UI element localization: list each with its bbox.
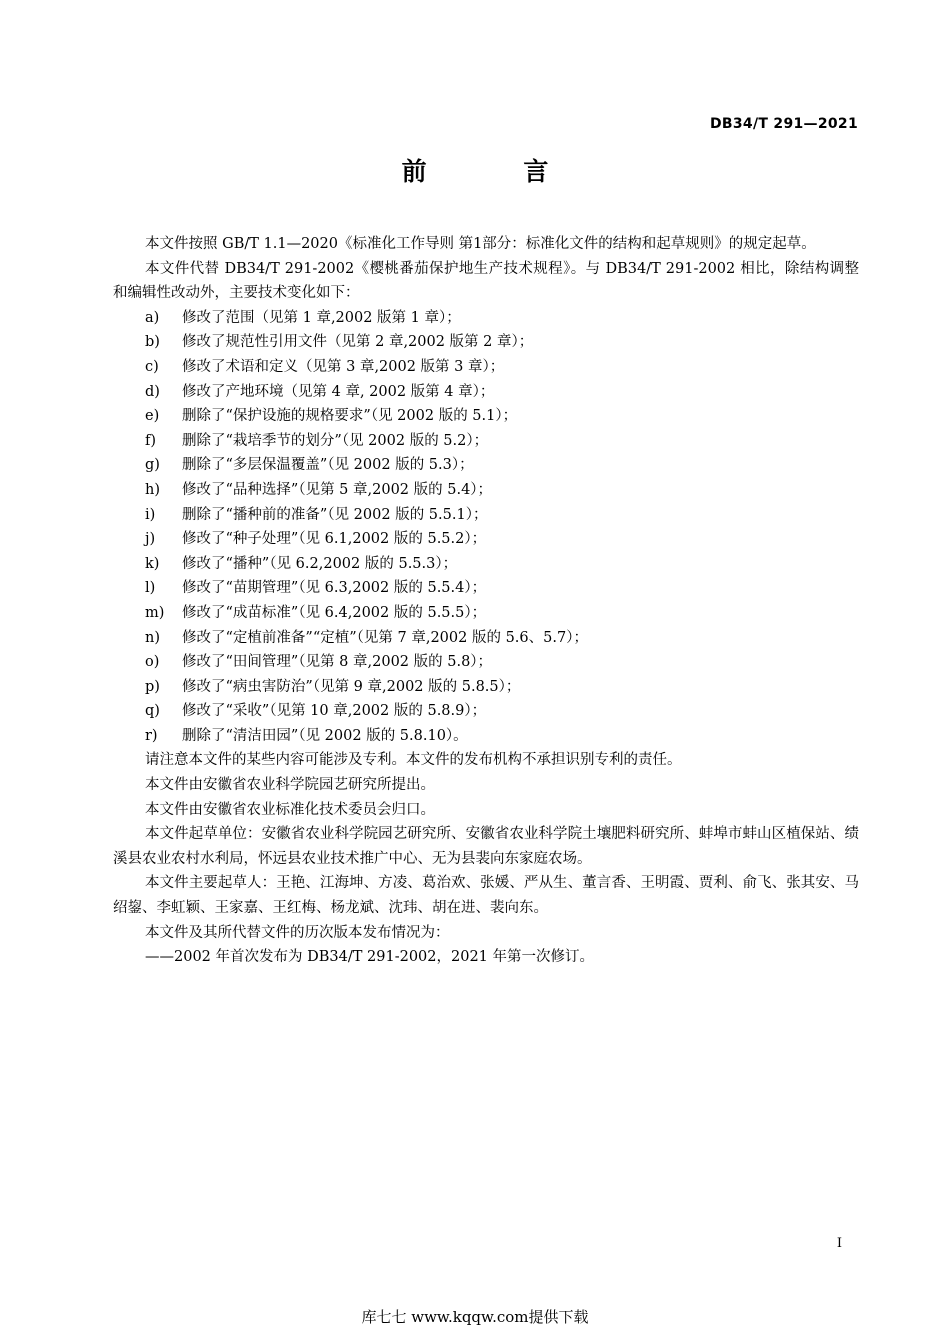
list-item <box>113 503 859 528</box>
list-item <box>113 675 859 700</box>
paragraph: 本文件及其所代替文件的历次版本发布情况为： <box>145 924 450 941</box>
list-item <box>113 650 859 675</box>
list-item-label: i) <box>145 506 156 523</box>
paragraph: 本文件由安徽省农业科学院园艺研究所提出。 <box>145 777 435 794</box>
list-item-text: 修改了“定植前准备”“定植”（见第 7 章,2002 版的 5.6、5.7）； <box>182 629 588 646</box>
list-item-text: 修改了“苗期管理”（见 6.3,2002 版的 5.5.4）； <box>182 580 487 597</box>
list-item-label: b) <box>145 334 160 351</box>
paragraph: 本文件由安徽省农业标准化技术委员会归口。 <box>145 801 435 818</box>
list-item-text: 删除了“清洁田园”（见 2002 版的 5.8.10）。 <box>182 727 468 744</box>
list-item-text: 删除了“栽培季节的划分”（见 2002 版的 5.2）； <box>182 432 489 449</box>
paragraph: ——2002 年首次发布为 DB34/T 291-2002，2021 年第一次修订。 <box>145 949 595 966</box>
download-footer: 库七七 www.kqqw.com提供下载 <box>361 1308 589 1326</box>
list-item-text: 删除了“保护设施的规格要求”（见 2002 版的 5.1）； <box>182 408 518 425</box>
paragraph: 本文件主要起草人：王艳、江海坤、方凌、葛治欢、张媛、严从生、董言香、王明霞、贾利、俞飞、张其安、马绍鋆、李虹颖、王家嘉、王红梅、杨龙斌、沈玮、胡在进、裴向东。 <box>113 875 859 917</box>
list-item-label: e) <box>145 408 160 425</box>
change-list <box>113 306 859 749</box>
list-item-label: k) <box>145 555 160 572</box>
paragraph: 本文件代替 DB34/T 291-2002《樱桃番茄保护地生产技术规程》。与 DB34/T 291-2002 相比，除结构调整和编辑性改动外，主要技术变化如下： <box>113 260 859 302</box>
page-title: 前 言 <box>401 157 593 186</box>
paragraph: 本文件起草单位：安徽省农业科学院园艺研究所、安徽省农业科学院土壤肥料研究所、蚌埠市蚌山区植保站、绩溪县农业农村水利局，怀远县农业技术推广中心、无为县裴向东家庭农场。 <box>113 826 859 867</box>
list-item-text: 修改了“采收”（见第 10 章,2002 版的 5.8.9）； <box>182 703 487 720</box>
list-item-label: h) <box>145 481 160 498</box>
list-item-label: r) <box>145 727 158 744</box>
list-item <box>113 626 859 651</box>
list-item <box>113 453 859 478</box>
list-item <box>113 355 859 380</box>
list-item <box>113 380 859 405</box>
list-item <box>113 404 859 429</box>
list-item <box>113 601 859 626</box>
document-code: DB34/T 291—2021 <box>710 116 858 132</box>
list-item-label: m) <box>145 604 165 621</box>
list-item-text: 修改了“病虫害防治”（见第 9 章,2002 版的 5.8.5）； <box>182 678 521 695</box>
paragraph: 请注意本文件的某些内容可能涉及专利。本文件的发布机构不承担识别专利的责任。 <box>145 752 682 769</box>
list-item-text: 修改了“播种”（见 6.2,2002 版的 5.5.3）； <box>182 555 458 572</box>
list-item-text: 删除了“多层保温覆盖”（见 2002 版的 5.3）； <box>182 457 474 474</box>
list-item <box>113 699 859 724</box>
list-item-label: g) <box>145 457 160 474</box>
list-item-label: c) <box>145 358 159 375</box>
list-item <box>113 330 859 355</box>
list-item-label: p) <box>145 678 160 695</box>
list-item-text: 修改了“田间管理”（见第 8 章,2002 版的 5.8）； <box>182 654 493 671</box>
page-number: I <box>836 1236 842 1251</box>
document-body <box>113 232 859 970</box>
list-item-text: 修改了“成苗标准”（见 6.4,2002 版的 5.5.5）； <box>182 604 487 621</box>
list-item <box>113 306 859 331</box>
list-item-label: l) <box>145 580 156 597</box>
list-item-text: 修改了产地环境（见第 4 章, 2002 版第 4 章）； <box>182 383 495 400</box>
paragraph: 本文件按照 GB/T 1.1—2020《标准化工作导则 第1部分：标准化文件的结构和起草规则》的规定起草。 <box>145 236 816 252</box>
list-item-text: 修改了术语和定义（见第 3 章,2002 版第 3 章）； <box>182 358 505 375</box>
list-item-label: j) <box>145 531 156 548</box>
list-item-text: 修改了范围（见第 1 章,2002 版第 1 章）； <box>182 309 461 326</box>
list-item <box>113 429 859 454</box>
list-item <box>113 724 859 749</box>
list-item <box>113 527 859 552</box>
list-item-text: 修改了规范性引用文件（见第 2 章,2002 版第 2 章）； <box>182 334 534 351</box>
list-item-label: n) <box>145 629 160 646</box>
list-item-text: 修改了“种子处理”（见 6.1,2002 版的 5.5.2）； <box>182 531 487 548</box>
list-item <box>113 478 859 503</box>
list-item <box>113 576 859 601</box>
list-item-text: 删除了“播种前的准备”（见 2002 版的 5.5.1）； <box>182 506 488 523</box>
list-item-label: q) <box>145 703 160 720</box>
list-item-label: a) <box>145 309 160 326</box>
list-item <box>113 552 859 577</box>
list-item-label: f) <box>145 432 157 449</box>
list-item-label: o) <box>145 654 160 671</box>
list-item-label: d) <box>145 383 160 400</box>
list-item-text: 修改了“品种选择”（见第 5 章,2002 版的 5.4）； <box>182 481 493 498</box>
